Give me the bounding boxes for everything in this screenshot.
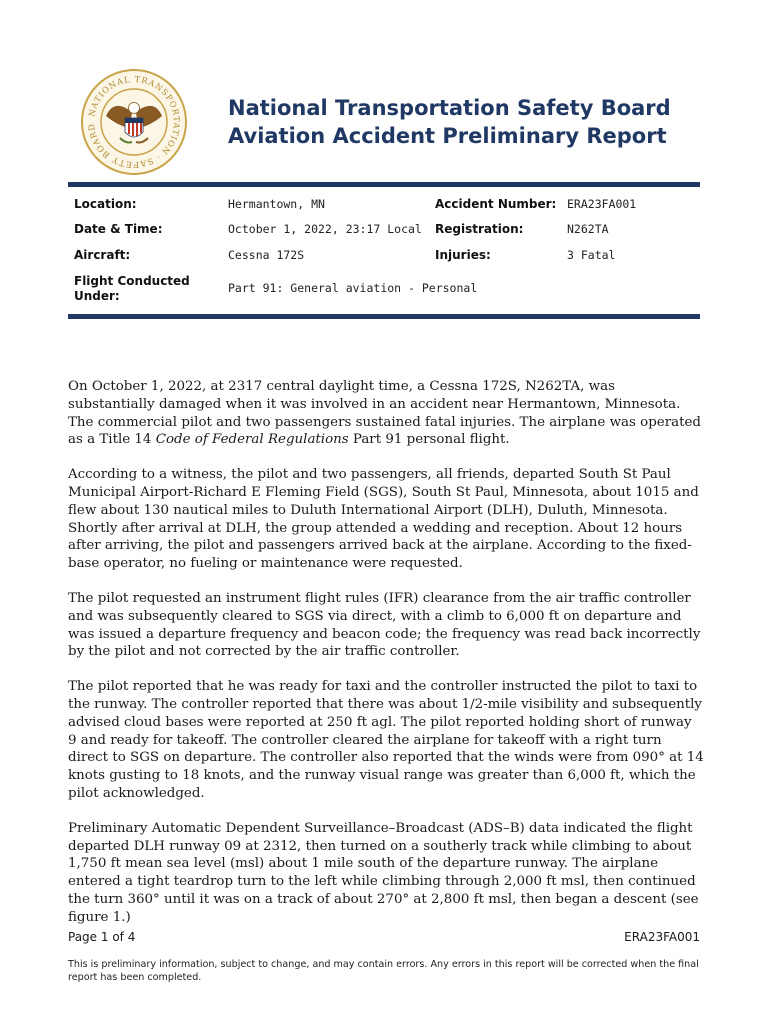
injuries-value: 3 Fatal [567,248,616,262]
report-title-block [228,94,671,150]
registration-label: Registration: [435,222,524,236]
footer-report-id: ERA23FA001 [624,930,700,944]
info-row-location [74,197,694,219]
location-label: Location: [74,197,137,211]
info-row-date [74,222,694,244]
page-number: Page 1 of 4 [68,930,136,944]
narrative-paragraph-1: On October 1, 2022, at 2317 central daylight time, a Cessna 172S, N262TA, was substantially damaged when it was involved in an accident near Hermantown, Minnesota. The commercial pilot and two passengers sustained fatal injuries. The airplane was operated as a Title 14 Code of Federal Regulations Part 91 personal flight. [68,379,701,448]
accident-number-label: Accident Number: [435,197,557,211]
preliminary-disclaimer: This is preliminary information, subject to change, and may contain errors. Any errors in this report will be corrected when the final report has been completed. [68,959,699,983]
date-value: October 1, 2022, 23:17 Local [228,222,422,236]
registration-value: N262TA [567,222,609,236]
narrative-paragraph-5: Preliminary Automatic Dependent Surveillance–Broadcast (ADS–B) data indicated the flight departed DLH runway 09 at 2312, then turned on a southerly track while climbing to about 1,750 ft mean sea level (msl) about 1 mile south of the departure runway. The airplane entered a tight teardrop turn to the left while climbing through 2,000 ft msl, then continued the turn 360° until it was on a track of about 270° at 2,800 ft msl, then began a descent (see figure 1.) [68,820,699,925]
header-divider-top [68,182,700,187]
svg-text:NATIONAL TRANSPORTATION · SAFE: NATIONAL TRANSPORTATION · SAFETY BOARD [85,73,183,171]
report-type-title: Aviation Accident Preliminary Report [228,124,667,148]
info-row-aircraft [74,248,694,270]
narrative-paragraph-3: The pilot requested an instrument flight rules (IFR) clearance from the air traffic controller and was subsequently cleared to SGS via direct, with a climb to 6,000 ft on departure and was issued a departure frequency and beacon code; the frequency was read back incorrectly by the pilot and not corrected by the air traffic controller. [68,590,701,660]
info-row-flight [74,274,694,306]
flight-conducted-value: Part 91: General aviation - Personal [228,281,478,295]
flight-conducted-label-line2: Under: [74,289,120,303]
injuries-label: Injuries: [435,248,491,262]
narrative-paragraph-4: The pilot reported that he was ready for taxi and the controller instructed the pilot to taxi to the runway. The controller reported that there was about 1/2-mile visibility and subsequently advised cloud bases were reported at 250 ft agl. The pilot reported holding short of runway 9 and ready for takeoff. The controller cleared the airplane for takeoff with a right turn direct to SGS on departure. The controller also reported that the winds were from 090° at 14 knots gusting to 18 knots, and the runway visual range was greater than 6,000 ft, which the pilot acknowledged. [68,679,704,801]
aircraft-label: Aircraft: [74,248,131,262]
accident-number-value: ERA23FA001 [567,197,637,211]
narrative-paragraph-2: According to a witness, the pilot and two passengers, all friends, departed South St Paul Municipal Airport-Richard E Fleming Field (SGS), South St Paul, Minnesota, about 1015 and flew about 130 nautical miles to Duluth International Airport (DLH), Duluth, Minnesota. Shortly after arrival at DLH, the group attended a wedding and reception. About 12 hours after arriving, the pilot and passengers arrived back at the airplane. According to the fixed-base operator, no fueling or maintenance were requested. [68,467,699,572]
aircraft-value: Cessna 172S [228,248,305,262]
cfr-italic: Code of Federal Regulations [155,432,349,448]
ntsb-seal-logo [80,68,188,176]
header-divider-bottom [68,314,700,319]
report-narrative [68,378,704,944]
flight-conducted-label-line1: Flight Conducted [74,274,190,288]
location-value: Hermantown, MN [228,197,325,211]
agency-title: National Transportation Safety Board [228,96,671,120]
date-label: Date & Time: [74,222,163,236]
